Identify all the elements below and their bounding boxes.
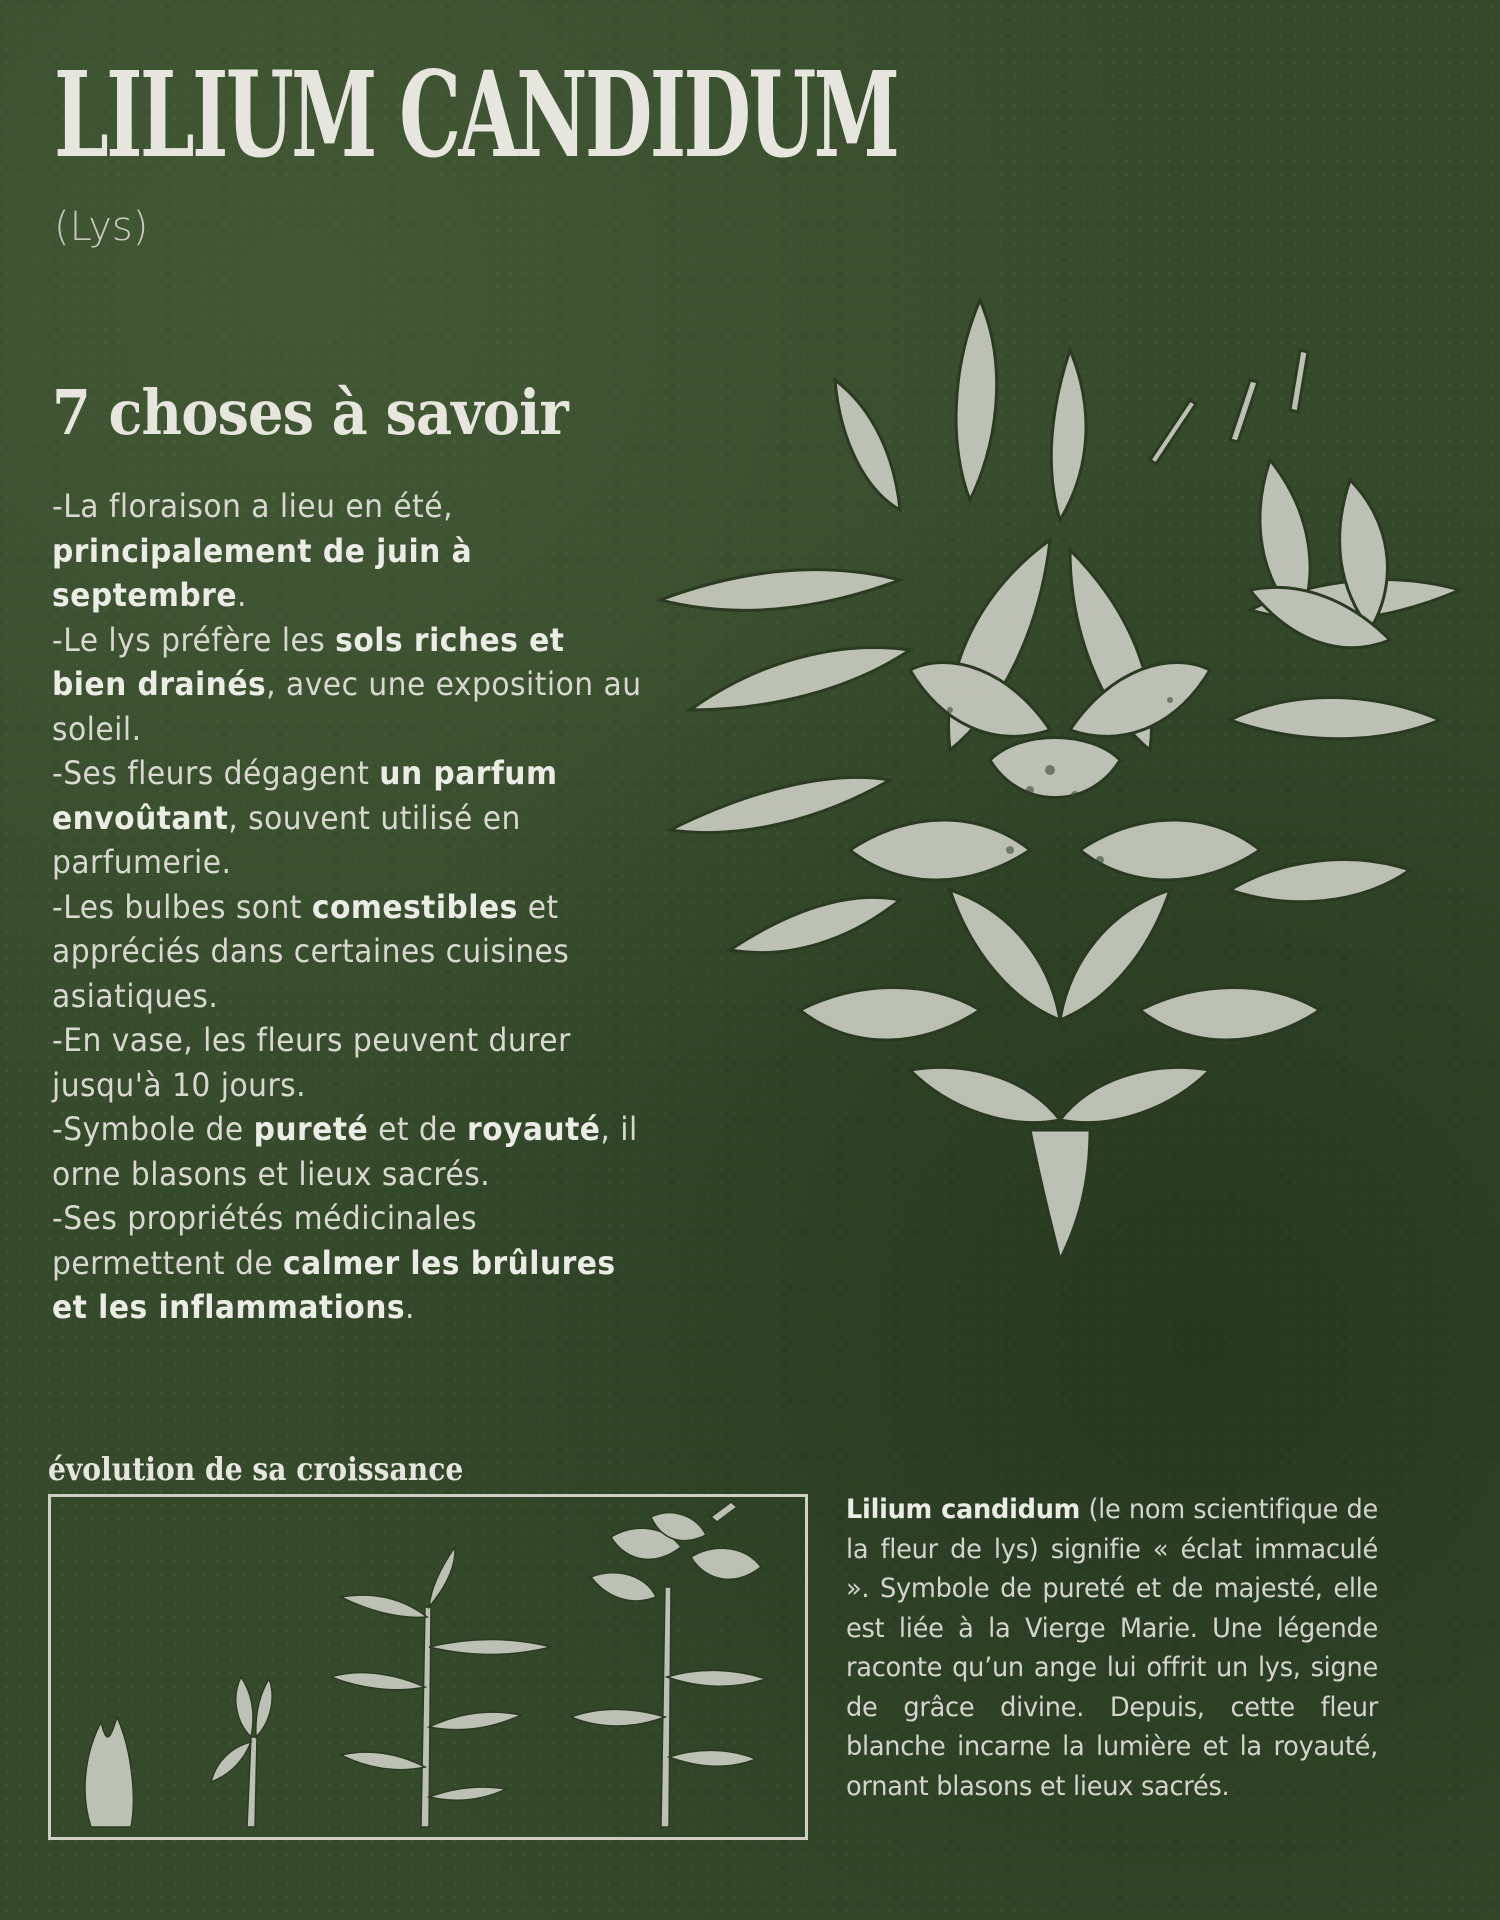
fact-item: -Ses propriétés médicinales permettent de calmer les brûlures et les inflammations.: [52, 1199, 616, 1326]
fact-item: -Ses fleurs dégagent un parfum envoûtant, souvent utilisé en parfumerie.: [52, 754, 558, 881]
growth-stages-frame: [48, 1494, 808, 1840]
legend-text: (le nom scientifique de la fleur de lys) signifie « éclat immaculé ». Symbole de pureté et de majesté, elle est liée à la Vierge Marie. Une légende raconte qu’un ange lui offrit un lys, signe de grâce divine. Depuis, cette fleur blanche incarne la lumière et la royauté, ornant blasons et lieux sacrés.: [846, 1494, 1378, 1802]
page-subtitle: (Lys): [54, 204, 149, 250]
fact-item: -Symbole de pureté et de royauté, il orne blasons et lieux sacrés.: [52, 1110, 638, 1193]
fact-item: -Le lys préfère les sols riches et bien drainés, avec une exposition au soleil.: [52, 620, 642, 748]
lily-flower-icon: [650, 290, 1470, 1270]
fact-item: -Les bulbes sont comestibles et appréciés dans certaines cuisines asiatiques.: [52, 887, 570, 1015]
fact-item: -La floraison a lieu en été, principalement de juin à septembre.: [52, 487, 473, 614]
growth-heading: évolution de sa croissance: [48, 1450, 464, 1488]
facts-heading: 7 choses à savoir: [52, 376, 568, 449]
lily-description: [846, 1490, 1378, 1806]
fact-item: -En vase, les fleurs peuvent durer jusqu'à 10 jours.: [52, 1021, 571, 1104]
facts-list: [52, 484, 647, 1330]
legend-name: Lilium candidum: [846, 1494, 1081, 1525]
page-title: LILIUM CANDIDUM: [54, 45, 898, 184]
lily-flower-illustration: [650, 290, 1470, 1270]
growth-stages-icon: [51, 1497, 805, 1837]
